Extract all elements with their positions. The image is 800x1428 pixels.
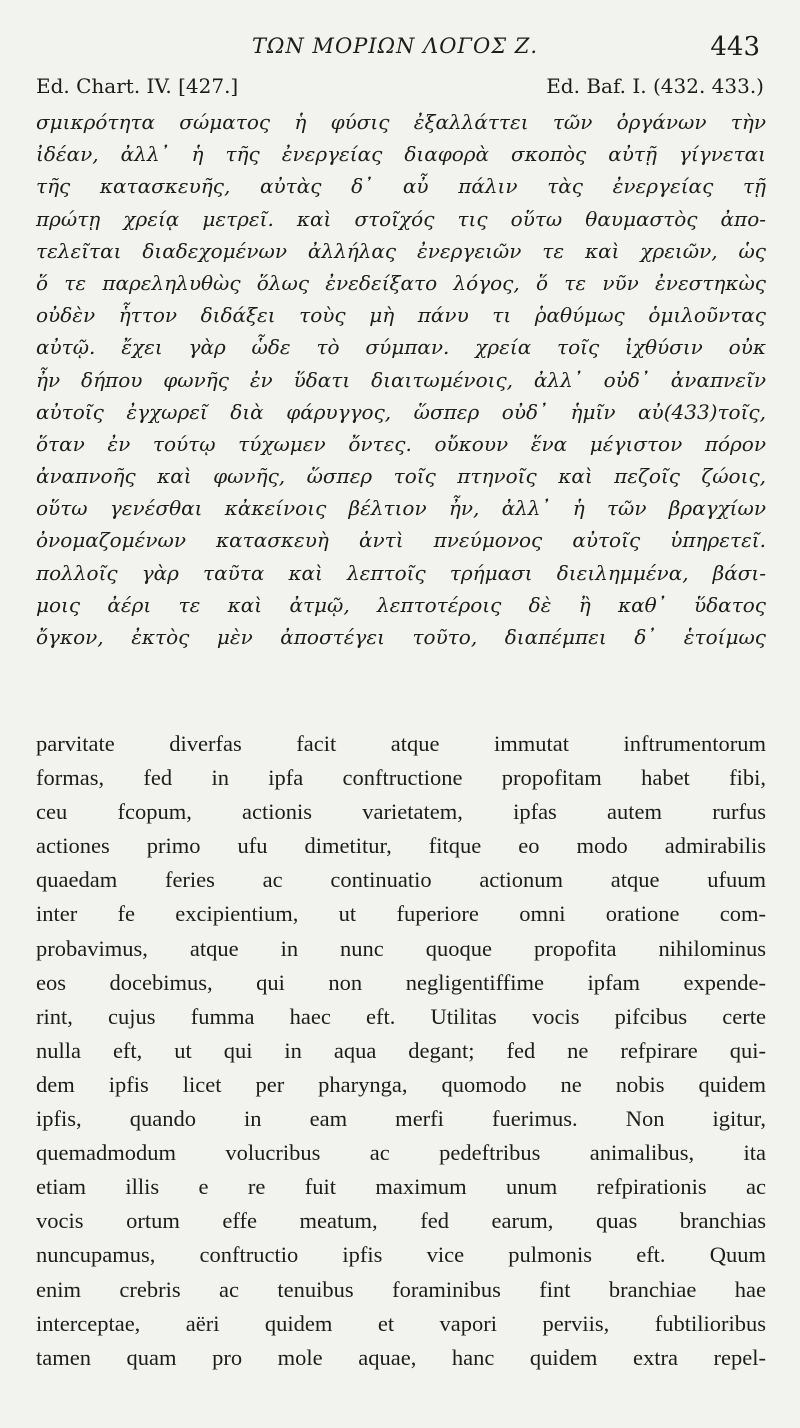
edition-reference-basel: Ed. Baf. I. (432. 433.) xyxy=(546,74,764,98)
greek-text-line: οὕτω γενέσθαι κἀκείνοις βέλτιον ἦν, ἀλλ᾽ ἡ τῶν βραγχίων xyxy=(36,496,766,521)
latin-text-line: nulla eft, ut qui in aqua degant; fed ne refpirare qui- xyxy=(36,1037,766,1063)
latin-text-line: enim crebris ac tenuibus foraminibus fint branchiae hae xyxy=(36,1276,766,1302)
latin-text-line: probavimus, atque in nunc quoque propofita nihilominus xyxy=(36,935,766,961)
greek-text-line: τῆς κατασκευῆς, αὐτὰς δ᾽ αὖ πάλιν τὰς ἐνεργείας τῇ xyxy=(36,174,766,199)
latin-text-line: nuncupamus, conftructio ipfis vice pulmonis eft. Quum xyxy=(36,1242,766,1268)
greek-text-line: αὐτοῖς ἐγχωρεῖ διὰ φάρυγγος, ὥσπερ οὐδ᾽ ἡμῖν αὐ(433)τοῖς, xyxy=(36,399,766,424)
greek-text-line: πολλοῖς γὰρ ταῦτα καὶ λεπτοῖς τρήμασι διειλημμένα, βάσι- xyxy=(36,560,766,585)
latin-text-line: parvitate diverfas facit atque immutat inftrumentorum xyxy=(36,731,766,756)
latin-text-line: dem ipfis licet per pharynga, quomodo ne nobis quidem xyxy=(36,1071,766,1097)
running-head xyxy=(0,34,800,64)
latin-text-line: actiones primo ufu dimetitur, fitque eo modo admirabilis xyxy=(36,833,766,859)
greek-text-line: τελεῖται διαδεχομένων ἀλλήλας ἐνεργειῶν τε καὶ χρειῶν, ὡς xyxy=(36,238,766,263)
greek-text-line: αὐτῷ. ἔχει γὰρ ὧδε τὸ σύμπαν. χρεία τοῖς ἰχθύσιν οὐκ xyxy=(36,335,766,360)
latin-text-line: quemadmodum volucribus ac pedeftribus animalibus, ita xyxy=(36,1140,766,1166)
latin-text-line: rint, cujus fumma haec eft. Utilitas vocis pifcibus certe xyxy=(36,1003,766,1029)
latin-text-line: ipfis, quando in eam merfi fuerimus. Non igitur, xyxy=(36,1106,766,1132)
latin-text-line: formas, fed in ipfa conftructione propofitam habet fibi, xyxy=(36,765,766,791)
latin-text-line: ceu fcopum, actionis varietatem, ipfas autem rurfus xyxy=(36,799,766,825)
greek-text-line: ἰδέαν, ἀλλ᾽ ἡ τῆς ἐνεργείας διαφορὰ σκοπὸς αὐτῇ γίγνεται xyxy=(36,142,766,167)
greek-text-line: πρώτῃ χρείᾳ μετρεῖ. καὶ στοῖχός τις οὕτω θαυμαστὸς ἀπο- xyxy=(36,206,766,231)
greek-text-line: ἦν δήπου φωνῆς ἐν ὕδατι διαιτωμένοις, ἀλλ᾽ οὐδ᾽ ἀναπνεῖν xyxy=(36,367,766,392)
greek-text-line: ὅ τε παρεληλυθὼς ὅλως ἐνεδείξατο λόγος, ὅ τε νῦν ἐνεστηκὼς xyxy=(36,270,766,295)
edition-reference-chartier: Ed. Chart. IV. [427.] xyxy=(36,74,239,98)
greek-text-line: σμικρότητα σώματος ἡ φύσις ἐξαλλάττει τῶν ὀργάνων τὴν xyxy=(36,110,766,134)
latin-text-line: eos docebimus, qui non negligentiffime ipfam expende- xyxy=(36,969,766,995)
greek-text-line: ὅταν ἐν τούτῳ τύχωμεν ὄντες. οὔκουν ἕνα μέγιστον πόρον xyxy=(36,431,766,456)
greek-text-line: ὀνομαζομένων κατασκευὴ ἀντὶ πνεύμονος αὐτοῖς ὑπηρετεῖ. xyxy=(36,528,766,553)
latin-text-line: interceptae, aëri quidem et vapori perviis, fubtilioribus xyxy=(36,1310,766,1336)
greek-text-line: μοις ἀέρι τε καὶ ἀτμῷ, λεπτοτέροις δὲ ἢ καθ᾽ ὕδατος xyxy=(36,592,766,617)
latin-text-line: quaedam feries ac continuatio actionum atque ufuum xyxy=(36,867,766,893)
greek-text-line: ὄγκον, ἐκτὸς μὲν ἀποστέγει τοῦτο, διαπέμπει δ᾽ ἑτοίμως xyxy=(36,625,766,649)
page-number: 443 xyxy=(710,32,760,62)
latin-text-line: etiam illis e re fuit maximum unum refpirationis ac xyxy=(36,1174,766,1200)
greek-text-line: ἀναπνοῆς καὶ φωνῆς, ὥσπερ τοῖς πτηνοῖς καὶ πεζοῖς ζώοις, xyxy=(36,464,766,489)
latin-text-line: tamen quam pro mole aquae, hanc quidem extra repel- xyxy=(36,1344,766,1370)
greek-text-line: οὐδὲν ἧττον διδάξει τοὺς μὴ πάνυ τι ῥαθύμως ὁμιλοῦντας xyxy=(36,303,766,328)
latin-text-line: vocis ortum effe meatum, fed earum, quas branchias xyxy=(36,1208,766,1234)
running-title: ΤΩΝ ΜΟΡΙΩΝ ΛΟΓΟΣ Ζ. xyxy=(251,34,539,58)
latin-text-block xyxy=(36,727,766,1375)
greek-text-block xyxy=(36,106,766,653)
latin-text-line: inter fe excipientium, ut fuperiore omni oratione com- xyxy=(36,901,766,927)
edition-reference-line xyxy=(36,74,764,104)
